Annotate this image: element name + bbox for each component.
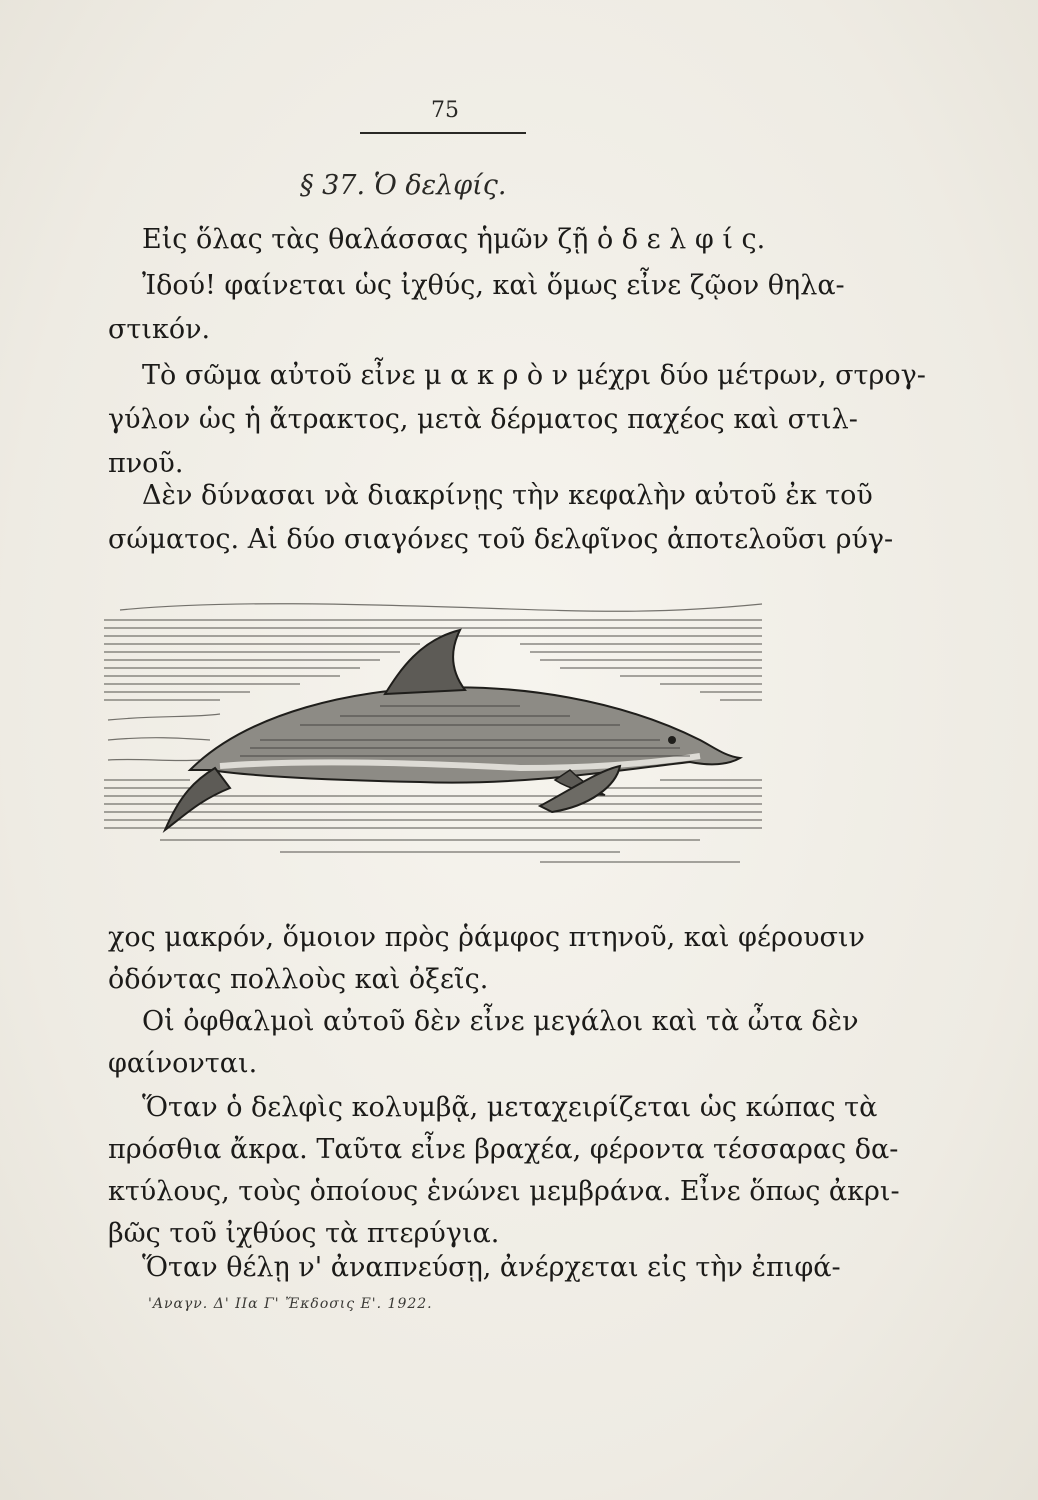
text-line: ὀδόντας πολλοὺς καὶ ὀξεῖς. bbox=[108, 964, 489, 995]
dolphin-illustration bbox=[100, 590, 772, 870]
header-rule bbox=[360, 132, 526, 134]
footer-imprint: 'Αναγν. Δ' ΙΙα Γ' Ἔκδοσις Ε'. 1922. bbox=[148, 1296, 433, 1312]
text-line: Ἰδού! φαίνεται ὡς ἰχθύς, καὶ ὅμως εἶνε ζῷον θηλα- bbox=[142, 270, 845, 301]
text-line: Ὅταν ὁ δελφὶς κολυμβᾷ, μεταχειρίζεται ὡς κώπας τὰ bbox=[142, 1092, 878, 1123]
text-line: χος μακρόν, ὅμοιον πρὸς ῥάμφος πτηνοῦ, καὶ φέρουσιν bbox=[108, 922, 865, 953]
text-line: φαίνονται. bbox=[108, 1048, 258, 1079]
text-line: βῶς τοῦ ἰχθύος τὰ πτερύγια. bbox=[108, 1218, 500, 1249]
text-line: Τὸ σῶμα αὐτοῦ εἶνε μ α κ ρ ὸ ν μέχρι δύο μέτρων, στρογ- bbox=[142, 360, 926, 391]
text-line: στικόν. bbox=[108, 314, 211, 345]
text-line: κτύλους, τοὺς ὁποίους ἑνώνει μεμβράνα. Εἶνε ὅπως ἀκρι- bbox=[108, 1176, 900, 1207]
text-line: Ὅταν θέλῃ ν' ἀναπνεύσῃ, ἀνέρχεται εἰς τὴν ἐπιφά- bbox=[142, 1252, 841, 1283]
dorsal-fin bbox=[385, 630, 465, 694]
text-line: γύλον ὡς ἡ ἄτρακτος, μετὰ δέρματος παχέος καὶ στιλ- bbox=[108, 404, 858, 435]
section-heading: § 37. Ὁ δελφίς. bbox=[300, 170, 507, 201]
tail-fluke bbox=[165, 768, 230, 830]
text-line: σώματος. Αἱ δύο σιαγόνες τοῦ δελφῖνος ἀποτελοῦσι ρύγ- bbox=[108, 524, 894, 555]
text-line: Εἰς ὅλας τὰς θαλάσσας ἡμῶν ζῇ ὁ δ ε λ φ ί ς. bbox=[142, 224, 766, 255]
text-line: πνοῦ. bbox=[108, 448, 184, 479]
page-number: 75 bbox=[431, 98, 459, 123]
text-line: πρόσθια ἄκρα. Ταῦτα εἶνε βραχέα, φέροντα τέσσαρας δα- bbox=[108, 1134, 899, 1165]
text-line: Οἱ ὀφθαλμοὶ αὐτοῦ δὲν εἶνε μεγάλοι καὶ τὰ ὦτα δὲν bbox=[142, 1006, 859, 1037]
dolphin-eye bbox=[668, 736, 676, 744]
text-line: Δὲν δύνασαι νὰ διακρίνῃς τὴν κεφαλὴν αὐτοῦ ἐκ τοῦ bbox=[142, 480, 873, 511]
